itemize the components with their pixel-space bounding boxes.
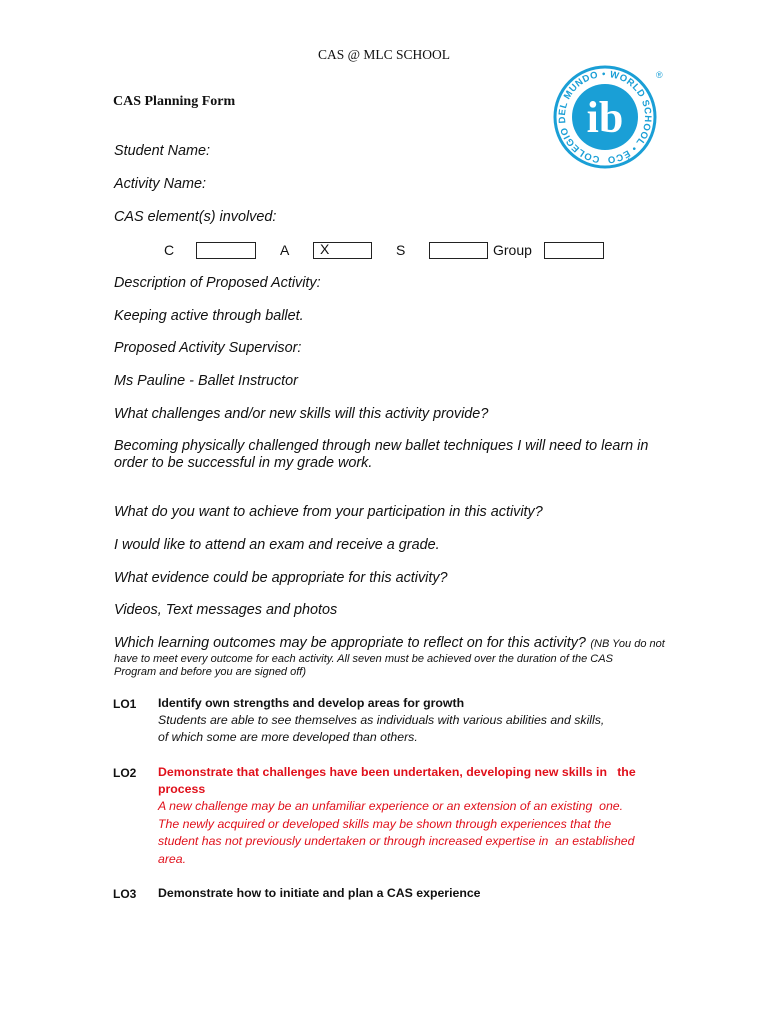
- lo2-desc-line-3: student has not previously undertaken or through increased expertise in an established: [158, 834, 635, 848]
- question-challenges: What challenges and/or new skills will this activity provide?: [114, 406, 489, 422]
- lo1-desc-line-1: Students are able to see themselves as individuals with various abilities and skills,: [158, 713, 605, 727]
- answer-challenges-line-1: Becoming physically challenged through new ballet techniques I will need to learn in: [114, 438, 649, 454]
- answer-description: Keeping active through ballet.: [114, 308, 304, 324]
- lo2-title-line-2: process: [158, 782, 206, 796]
- element-a-label: A: [280, 242, 290, 258]
- lo1-desc-line-2: of which some are more developed than others.: [158, 730, 418, 744]
- element-group-box[interactable]: [544, 242, 604, 259]
- element-c-label: C: [164, 242, 175, 258]
- element-s-label: S: [396, 242, 406, 258]
- outcomes-note-2: have to meet every outcome for each activity. All seven must be achieved over the duration of the CAS: [114, 653, 613, 665]
- question-achieve: What do you want to achieve from your participation in this activity?: [114, 504, 543, 520]
- form-title: CAS Planning Form: [113, 94, 236, 109]
- lo3-title: Demonstrate how to initiate and plan a CAS experience: [158, 886, 481, 900]
- logo-ring-text: COLEGIO DEL MUNDO • WORLD SCHOOL • ÉCO: [556, 68, 654, 166]
- registered-mark: ®: [656, 70, 663, 80]
- student-name-label: Student Name:: [114, 143, 210, 159]
- ib-world-school-logo-icon: [548, 60, 664, 170]
- lo2-title-line-1: Demonstrate that challenges have been undertaken, developing new skills in the: [158, 765, 636, 779]
- question-evidence: What evidence could be appropriate for this activity?: [114, 570, 448, 586]
- lo1-code: LO1: [113, 697, 137, 711]
- element-c-box[interactable]: [196, 242, 256, 259]
- activity-name-label: Activity Name:: [114, 176, 206, 192]
- element-a-value: X: [320, 241, 330, 257]
- outcomes-note-3: Program and before you are signed off): [114, 666, 307, 678]
- logo-mark-text: ib: [586, 93, 624, 142]
- outcomes-note-1: (NB You do not: [590, 638, 665, 650]
- page-header: CAS @ MLC SCHOOL: [317, 47, 451, 62]
- question-description: Description of Proposed Activity:: [114, 275, 321, 291]
- answer-evidence: Videos, Text messages and photos: [114, 602, 338, 618]
- lo2-desc-line-4: area.: [158, 852, 187, 866]
- ib-logo: [548, 60, 664, 170]
- lo2-desc-line-1: A new challenge may be an unfamiliar experience or an extension of an existing one.: [158, 799, 624, 813]
- element-group-label: Group: [493, 242, 532, 258]
- lo2-code: LO2: [113, 766, 137, 780]
- cas-elements-label: CAS element(s) involved:: [114, 209, 277, 225]
- lo1-title: Identify own strengths and develop areas for growth: [158, 696, 465, 710]
- lo2-desc-line-2: The newly acquired or developed skills may be shown through experiences that the: [158, 817, 612, 831]
- outcomes-question: Which learning outcomes may be appropriate to reflect on for this activity?: [114, 635, 586, 651]
- element-a-box[interactable]: [313, 242, 372, 259]
- element-s-box[interactable]: [429, 242, 488, 259]
- answer-challenges-line-2: order to be successful in my grade work.: [114, 455, 373, 471]
- answer-supervisor: Ms Pauline - Ballet Instructor: [114, 373, 298, 389]
- answer-achieve: I would like to attend an exam and receive a grade.: [114, 537, 440, 553]
- question-supervisor: Proposed Activity Supervisor:: [114, 340, 302, 356]
- lo3-code: LO3: [113, 887, 137, 901]
